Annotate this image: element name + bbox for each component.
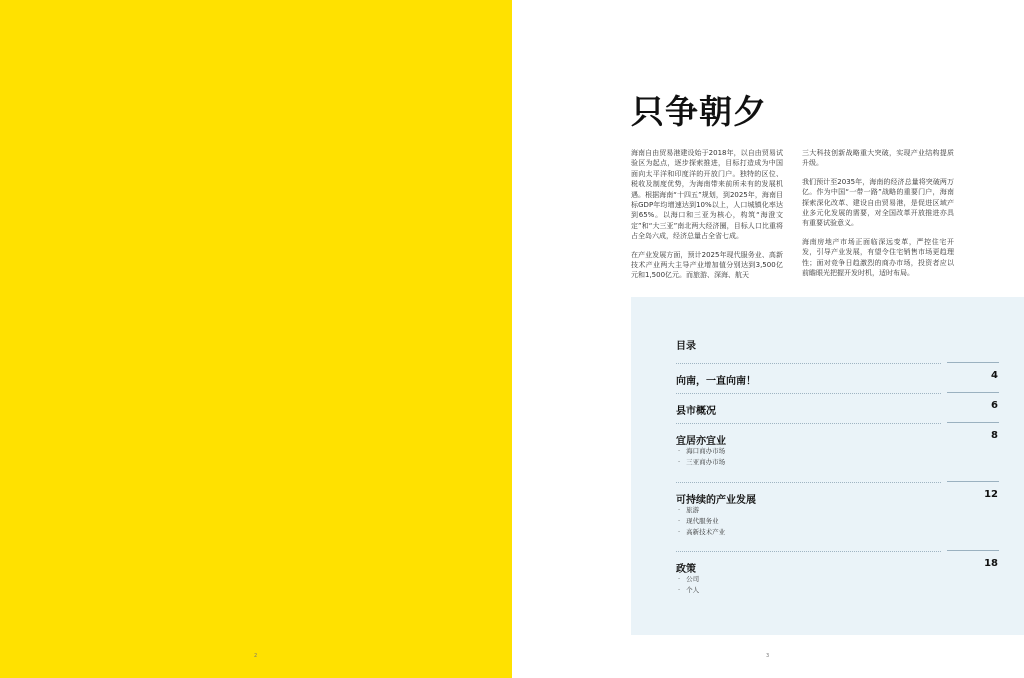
toc-entry-page: 6 (991, 400, 998, 411)
toc-entry-label[interactable]: 可持续的产业发展 (676, 495, 756, 506)
toc-subitem[interactable]: · 旅游 (678, 505, 725, 516)
toc-entry-label[interactable]: 向南，一直向南！ (676, 376, 756, 387)
page-title: 只争朝夕 (631, 92, 767, 131)
toc-entry-page: 8 (991, 430, 998, 441)
paragraph: 三大科技创新战略重大突破，实现产业结构提质升级。 (802, 149, 954, 168)
body-column-1 (631, 148, 783, 289)
toc-entry-page: 18 (984, 558, 998, 569)
toc-subitem[interactable]: · 公司 (678, 574, 699, 585)
page-rule (947, 550, 999, 551)
toc-entry-page: 12 (984, 489, 998, 500)
paragraph: 海南自由贸易港建设始于2018年，以自由贸易试验区为起点，逐步探索推进，目标打造成为中国面向太平洋和印度洋的开放门户。独特的区位、税收及制度优势，为海南带来前所未有的发展机遇。根据海南“十四五”规划，到2025年，海南目标GDP年均增速达到10%以上，人口城镇化率达到65%。以海口和三亚为核心，构筑“海澄文定”和“大三亚”南北两大经济圈，目标人口比重将占全岛六成，经济总量占全省七成。 (631, 149, 783, 241)
left-page-number: 2 (254, 653, 258, 659)
paragraph: 我们预计至2035年，海南的经济总量将突破两万亿。作为中国“一带一路”战略的重要门户，海南探索深化改革、建设自由贸易港，是促进区域产业多元化发展的需要，对全国改革开放推进亦具有重要试验意义。 (802, 177, 954, 228)
toc-entry-label[interactable]: 宜居亦宜业 (676, 436, 726, 447)
toc-subitems (678, 574, 699, 596)
page-rule (947, 362, 999, 363)
toc-subitem[interactable]: · 高新技术产业 (678, 527, 725, 538)
dotted-divider (676, 551, 941, 552)
page-rule (947, 392, 999, 393)
page-rule (947, 481, 999, 482)
dotted-divider (676, 393, 941, 394)
dotted-divider (676, 482, 941, 483)
toc-subitem[interactable]: · 三亚商办市场 (678, 457, 725, 468)
toc-entry-label[interactable]: 县市概况 (676, 406, 716, 417)
toc-entry-page: 4 (991, 370, 998, 381)
toc-subitem[interactable]: · 个人 (678, 585, 699, 596)
body-column-2 (802, 148, 954, 286)
dotted-divider (676, 423, 941, 424)
dotted-divider (676, 363, 941, 364)
toc-subitem[interactable]: · 海口商办市场 (678, 446, 725, 457)
table-of-contents (631, 297, 1024, 635)
toc-entry-label[interactable]: 政策 (676, 564, 696, 575)
paragraph: 海南房地产市场正面临深远变革，严控住宅开发，引导产业发展，有望令住宅销售市场更趋理性；面对竞争日趋激烈的商办市场，投资者应以前瞻眼光把握开发时机，适时布局。 (802, 237, 954, 278)
right-page-number: 3 (766, 653, 770, 659)
page-rule (947, 422, 999, 423)
paragraph: 在产业发展方面，预计2025年现代服务业、高新技术产业两大主导产业增加值分别达到3,500亿元和1,500亿元。而旅游、深海、航天 (631, 250, 783, 280)
toc-subitem[interactable]: · 现代服务业 (678, 516, 725, 527)
toc-subitems (678, 446, 725, 468)
toc-subitems (678, 505, 725, 538)
toc-heading: 目录 (676, 341, 696, 352)
